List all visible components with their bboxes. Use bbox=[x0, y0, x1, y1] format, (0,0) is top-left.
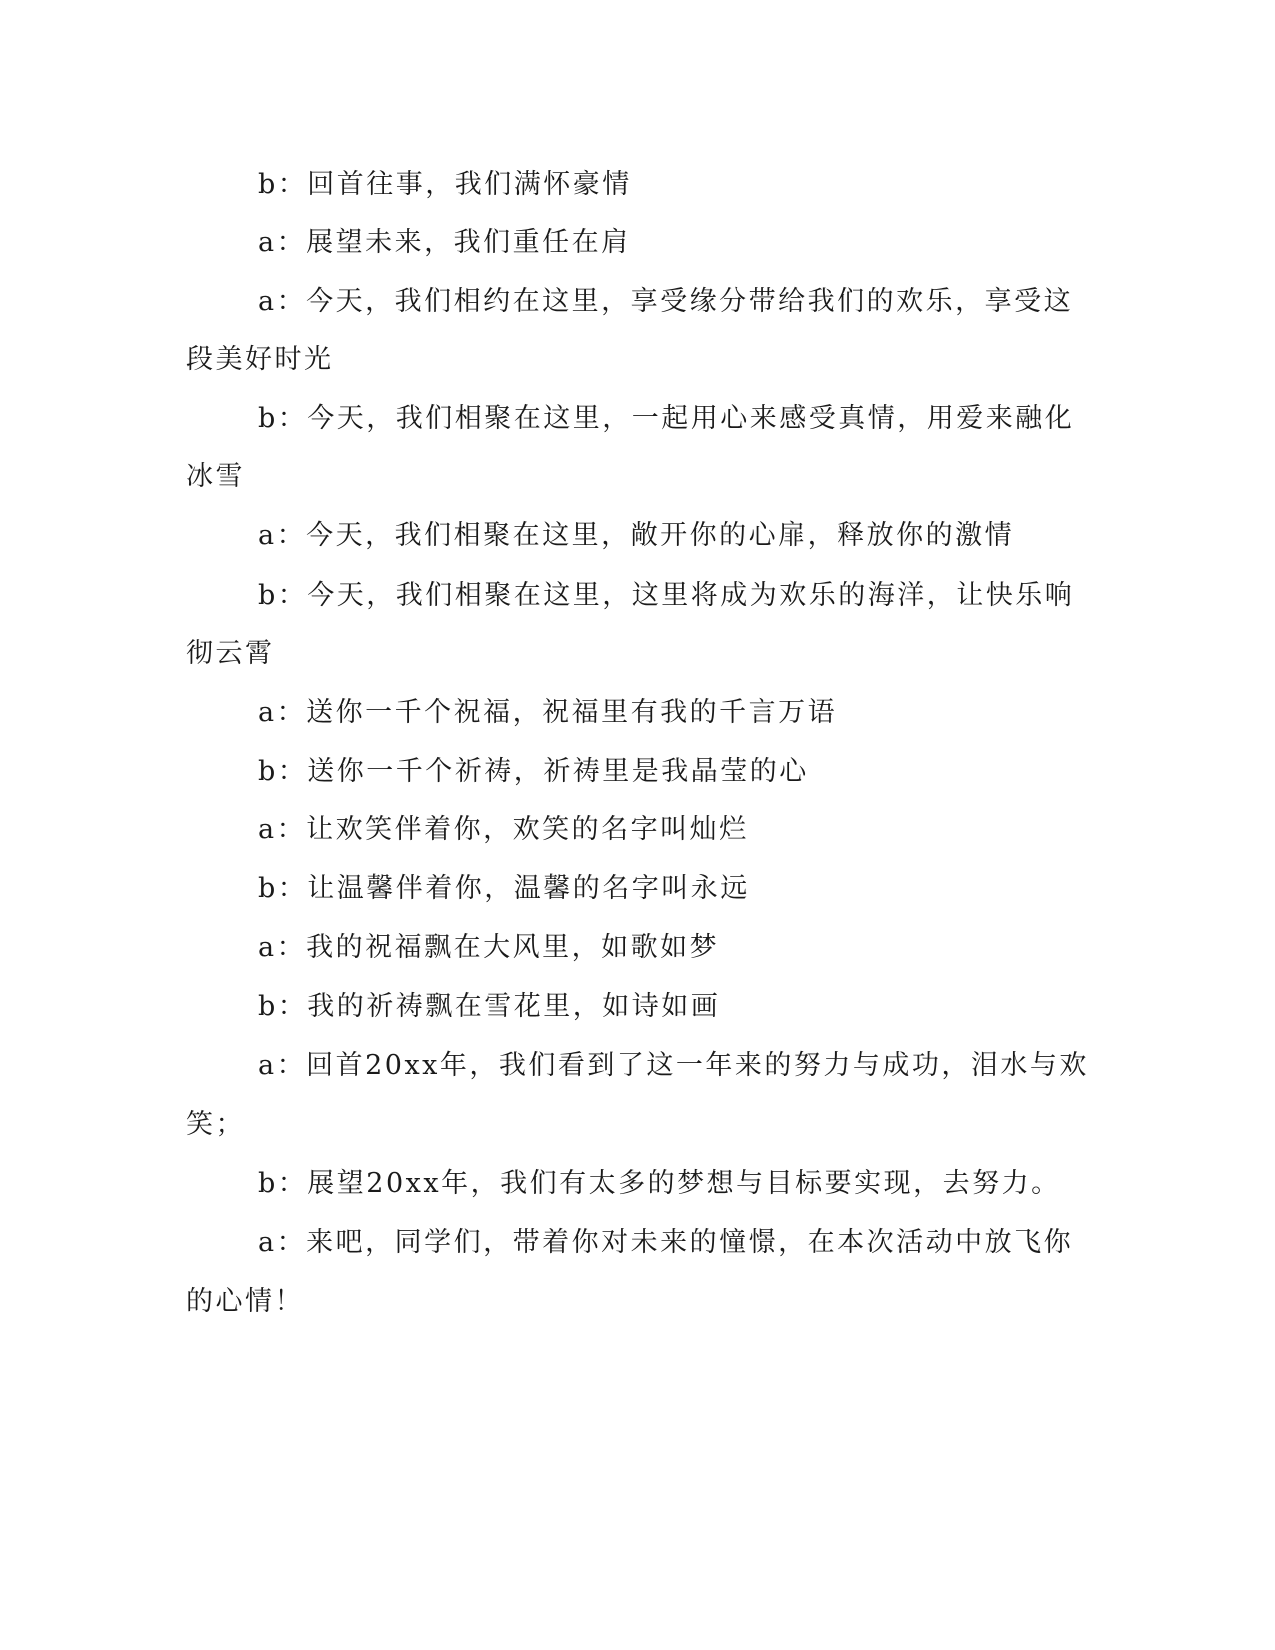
dialogue-line-continuation: 段美好时光 bbox=[186, 344, 334, 375]
dialogue-line: b：回首往事，我们满怀豪情 bbox=[258, 169, 632, 200]
dialogue-line: a：我的祝福飘在大风里，如歌如梦 bbox=[258, 932, 720, 963]
dialogue-line: a：今天，我们相聚在这里，敞开你的心扉，释放你的激情 bbox=[258, 520, 1015, 551]
dialogue-line: b：今天，我们相聚在这里，这里将成为欢乐的海洋，让快乐响 bbox=[258, 580, 1075, 611]
dialogue-line: b：送你一千个祈祷，祈祷里是我晶莹的心 bbox=[258, 756, 809, 787]
dialogue-line: a：展望未来，我们重任在肩 bbox=[258, 227, 631, 258]
dialogue-line-continuation: 的心情！ bbox=[186, 1286, 304, 1317]
dialogue-line: a：送你一千个祝福，祝福里有我的千言万语 bbox=[258, 697, 838, 728]
dialogue-line-continuation: 彻云霄 bbox=[186, 638, 275, 669]
dialogue-line: b：今天，我们相聚在这里，一起用心来感受真情，用爱来融化 bbox=[258, 403, 1075, 434]
dialogue-line: b：我的祈祷飘在雪花里，如诗如画 bbox=[258, 991, 721, 1022]
dialogue-line: a：让欢笑伴着你，欢笑的名字叫灿烂 bbox=[258, 814, 749, 845]
dialogue-line: b：展望20xx年，我们有太多的梦想与目标要实现，去努力。 bbox=[258, 1168, 1061, 1199]
dialogue-line: a：来吧，同学们，带着你对未来的憧憬，在本次活动中放飞你 bbox=[258, 1227, 1074, 1258]
dialogue-line-continuation: 冰雪 bbox=[186, 461, 245, 492]
dialogue-line: a：回首20xx年，我们看到了这一年来的努力与成功，泪水与欢 bbox=[258, 1050, 1089, 1081]
dialogue-line: b：让温馨伴着你，温馨的名字叫永远 bbox=[258, 873, 750, 904]
dialogue-line-continuation: 笑； bbox=[186, 1109, 245, 1140]
dialogue-line: a：今天，我们相约在这里，享受缘分带给我们的欢乐，享受这 bbox=[258, 286, 1074, 317]
